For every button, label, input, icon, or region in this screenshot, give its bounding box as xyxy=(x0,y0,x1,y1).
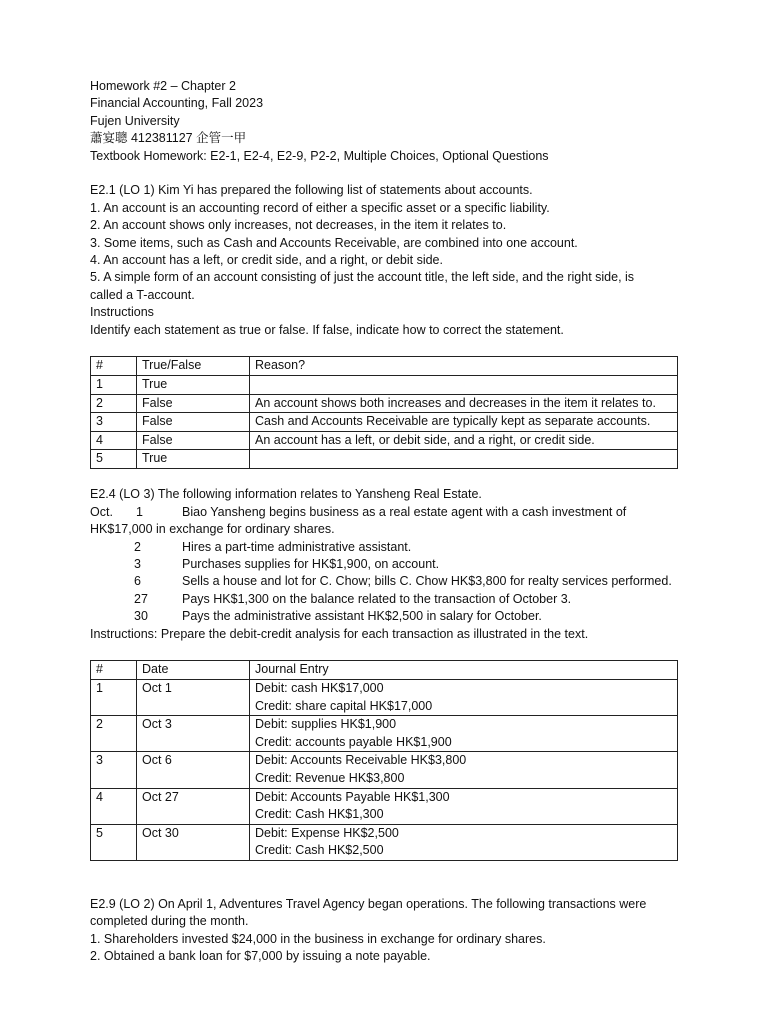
row-reason xyxy=(250,376,678,395)
e21-statement-5-cont: called a T-account. xyxy=(90,287,195,302)
e24-transaction xyxy=(90,591,690,608)
row-date: Oct 30 xyxy=(137,824,250,860)
debit-line: Debit: Accounts Payable HK$1,300 xyxy=(255,789,450,804)
row-date: Oct 6 xyxy=(137,752,250,788)
row-journal-entry xyxy=(250,680,678,716)
row-number: 3 xyxy=(91,752,137,788)
table-row xyxy=(91,394,678,413)
e29-intro-cont: completed during the month. xyxy=(90,914,249,929)
row-reason: Cash and Accounts Receivable are typically kept as separate accounts. xyxy=(250,413,678,432)
university-name: Fujen University xyxy=(90,113,180,128)
row-number: 1 xyxy=(91,376,137,395)
row-journal-entry xyxy=(250,752,678,788)
table-header-row xyxy=(91,357,678,376)
table-row xyxy=(91,716,678,752)
row-reason: An account has a left, or debit side, and a right, or credit side. xyxy=(250,431,678,450)
e21-statement-4: 4. An account has a left, or credit side, and a right, or debit side. xyxy=(90,253,443,268)
table-row xyxy=(91,824,678,860)
row-true-false: False xyxy=(137,431,250,450)
row-true-false: True xyxy=(137,376,250,395)
debit-line: Debit: cash HK$17,000 xyxy=(255,681,384,696)
homework-title: Homework #2 – Chapter 2 xyxy=(90,79,236,93)
row-number: 5 xyxy=(91,824,137,860)
header-number: # xyxy=(91,661,137,680)
transaction-text: Pays HK$1,300 on the balance related to the transaction of October 3. xyxy=(182,591,572,606)
credit-line: Credit: Revenue HK$3,800 xyxy=(255,771,405,786)
e21-instructions-title: Instructions xyxy=(90,305,154,320)
row-date: Oct 3 xyxy=(137,716,250,752)
transaction-day: 3 xyxy=(134,557,141,572)
e21-statement-1: 1. An account is an accounting record of either a specific asset or a specific liability. xyxy=(90,200,550,215)
credit-line: Credit: share capital HK$17,000 xyxy=(255,698,433,713)
e29-statement-2: 2. Obtained a bank loan for $7,000 by issuing a note payable. xyxy=(90,949,431,963)
table-header-row xyxy=(91,661,678,680)
e21-statement-2: 2. An account shows only increases, not decreases, in the item it relates to. xyxy=(90,218,507,233)
table-row xyxy=(91,752,678,788)
row-journal-entry xyxy=(250,716,678,752)
table-row xyxy=(91,413,678,432)
transaction-text: Sells a house and lot for C. Chow; bills C. Chow HK$3,800 for realty services performed. xyxy=(182,574,672,589)
table-row xyxy=(91,450,678,469)
student-info: 蕭宴聰 412381127 企管一甲 xyxy=(90,131,247,146)
row-date: Oct 27 xyxy=(137,788,250,824)
row-number: 4 xyxy=(91,431,137,450)
e21-table xyxy=(90,356,678,469)
e21-intro: E2.1 (LO 1) Kim Yi has prepared the following list of statements about accounts. xyxy=(90,183,533,198)
e29-statement-1: 1. Shareholders invested $24,000 in the business in exchange for ordinary shares. xyxy=(90,931,546,946)
transaction-text: Biao Yansheng begins business as a real estate agent with a cash investment of xyxy=(182,504,627,519)
row-journal-entry xyxy=(250,788,678,824)
debit-line: Debit: Expense HK$2,500 xyxy=(255,825,399,840)
row-number: 1 xyxy=(91,680,137,716)
header-journal-entry: Journal Entry xyxy=(250,661,678,680)
row-true-false: False xyxy=(137,394,250,413)
debit-line: Debit: Accounts Receivable HK$3,800 xyxy=(255,753,467,768)
transaction-day: 27 xyxy=(134,591,148,606)
e24-transaction-1-cont: HK$17,000 in exchange for ordinary shares. xyxy=(90,522,335,537)
credit-line: Credit: accounts payable HK$1,900 xyxy=(255,734,452,749)
e21-statement-3: 3. Some items, such as Cash and Accounts Receivable, are combined into one account. xyxy=(90,235,578,250)
e24-intro: E2.4 (LO 3) The following information relates to Yansheng Real Estate. xyxy=(90,487,482,502)
e24-transaction xyxy=(90,556,690,573)
e24-transaction xyxy=(90,573,690,590)
document-page xyxy=(90,78,690,965)
row-reason xyxy=(250,450,678,469)
transaction-day: 2 xyxy=(134,539,141,554)
month-label: Oct. xyxy=(90,504,113,519)
e29-intro: E2.9 (LO 2) On April 1, Adventures Travel Agency began operations. The following transactions were xyxy=(90,896,647,911)
e24-transaction xyxy=(90,608,690,625)
transaction-text: Pays the administrative assistant HK$2,500 in salary for October. xyxy=(182,609,542,624)
e24-transaction-1 xyxy=(90,504,690,521)
header-date: Date xyxy=(137,661,250,680)
credit-line: Credit: Cash HK$1,300 xyxy=(255,807,384,822)
row-number: 4 xyxy=(91,788,137,824)
e24-table xyxy=(90,660,678,861)
debit-line: Debit: supplies HK$1,900 xyxy=(255,717,397,732)
table-row xyxy=(91,376,678,395)
transaction-text: Purchases supplies for HK$1,900, on account. xyxy=(182,557,440,572)
e21-statement-5: 5. A simple form of an account consisting of just the account title, the left side, and the right side, is xyxy=(90,270,635,285)
table-row xyxy=(91,680,678,716)
table-row xyxy=(91,431,678,450)
row-date: Oct 1 xyxy=(137,680,250,716)
transaction-text: Hires a part-time administrative assistant. xyxy=(182,539,412,554)
header-number: # xyxy=(91,357,137,376)
row-true-false: False xyxy=(137,413,250,432)
course-name: Financial Accounting, Fall 2023 xyxy=(90,96,264,111)
row-true-false: True xyxy=(137,450,250,469)
transaction-day: 30 xyxy=(134,609,148,624)
row-number: 2 xyxy=(91,716,137,752)
row-journal-entry xyxy=(250,824,678,860)
row-reason: An account shows both increases and decreases in the item it relates to. xyxy=(250,394,678,413)
table-row xyxy=(91,788,678,824)
row-number: 3 xyxy=(91,413,137,432)
transaction-day: 1 xyxy=(136,504,143,519)
header-true-false: True/False xyxy=(137,357,250,376)
e21-instructions: Identify each statement as true or false. If false, indicate how to correct the statement. xyxy=(90,322,564,337)
credit-line: Credit: Cash HK$2,500 xyxy=(255,843,384,858)
header-reason: Reason? xyxy=(250,357,678,376)
row-number: 2 xyxy=(91,394,137,413)
transaction-day: 6 xyxy=(134,574,141,589)
e24-instructions: Instructions: Prepare the debit-credit analysis for each transaction as illustrated in the text. xyxy=(90,626,589,641)
e24-transaction xyxy=(90,539,690,556)
textbook-homework: Textbook Homework: E2-1, E2-4, E2-9, P2-2, Multiple Choices, Optional Questions xyxy=(90,148,549,163)
row-number: 5 xyxy=(91,450,137,469)
